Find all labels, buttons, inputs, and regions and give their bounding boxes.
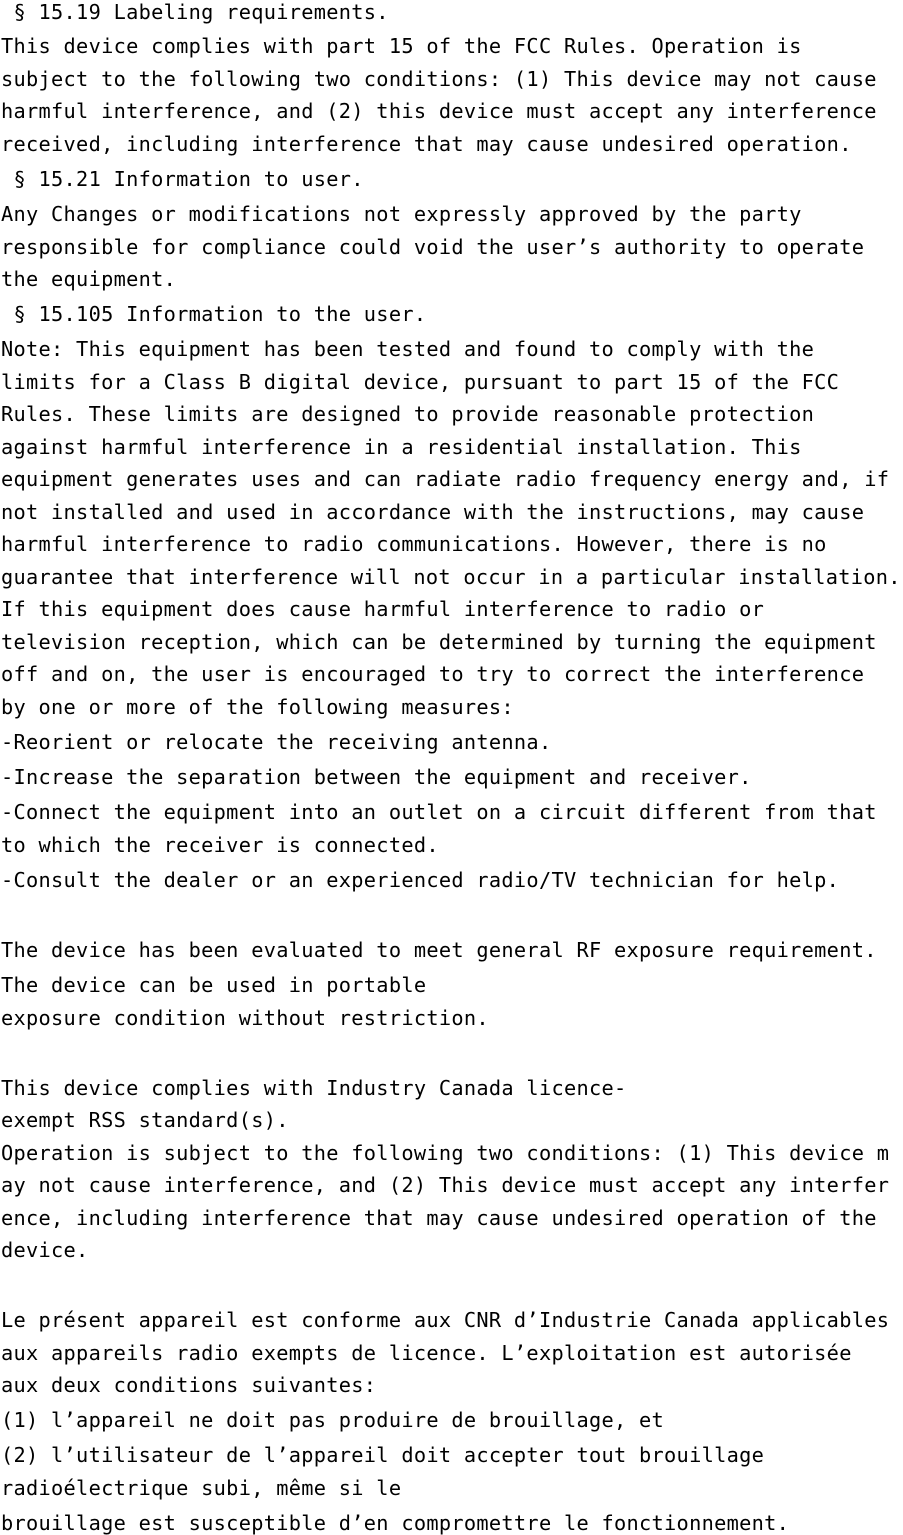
condition-item-french: (2) l’utilisateur de l’appareil doit accepter tout brouillage xyxy=(1,1443,765,1467)
paragraph-line: responsible for compliance could void the user’s authority to operate xyxy=(1,235,865,259)
paragraph-line: ence, including interference that may cause undesired operation of the xyxy=(1,1206,877,1230)
paragraph-line-french: Le présent appareil est conforme aux CNR d’Industrie Canada applicables xyxy=(1,1308,890,1332)
paragraph-line: television reception, which can be determined by turning the equipment xyxy=(1,630,877,654)
paragraph-line-french: aux appareils radio exempts de licence. L’exploitation est autorisée xyxy=(1,1341,852,1365)
paragraph-line: This device complies with part 15 of the FCC Rules. Operation is xyxy=(1,34,802,58)
paragraph-line-french: brouillage est susceptible d’en compromettre le fonctionnement. xyxy=(1,1511,790,1535)
paragraph-line: Rules. These limits are designed to provide reasonable protection xyxy=(1,402,815,426)
condition-item-french: (1) l’appareil ne doit pas produire de brouillage, et xyxy=(1,1408,665,1432)
paragraph-line: If this equipment does cause harmful interference to radio or xyxy=(1,597,765,621)
measure-item: -Connect the equipment into an outlet on a circuit different from that xyxy=(1,800,877,824)
paragraph-line: limits for a Class B digital device, pursuant to part 15 of the FCC xyxy=(1,370,840,394)
paragraph-line: harmful interference to radio communications. However, there is no xyxy=(1,532,827,556)
paragraph-line: off and on, the user is encouraged to try to correct the interference xyxy=(1,662,865,686)
paragraph-line: Operation is subject to the following two conditions: (1) This device m xyxy=(1,1141,890,1165)
section-heading-15-105: § 15.105 Information to the user. xyxy=(1,302,427,326)
measure-item: -Increase the separation between the equipment and receiver. xyxy=(1,765,752,789)
paragraph-line: This device complies with Industry Canada licence- xyxy=(1,1076,627,1100)
paragraph-line: Note: This equipment has been tested and found to comply with the xyxy=(1,337,815,361)
paragraph-line: The device has been evaluated to meet general RF exposure requirement. xyxy=(1,938,877,962)
paragraph-line: guarantee that interference will not occur in a particular installation. xyxy=(1,565,901,589)
paragraph-line: equipment generates uses and can radiate radio frequency energy and, if xyxy=(1,467,890,491)
measure-item-continued: to which the receiver is connected. xyxy=(1,833,439,857)
paragraph-line: harmful interference, and (2) this device must accept any interference xyxy=(1,99,877,123)
paragraph-line: ay not cause interference, and (2) This device must accept any interfer xyxy=(1,1173,890,1197)
paragraph-line: exposure condition without restriction. xyxy=(1,1006,489,1030)
measure-item: -Reorient or relocate the receiving antenna. xyxy=(1,730,552,754)
paragraph-line: Any Changes or modifications not expressly approved by the party xyxy=(1,202,802,226)
paragraph-line-french: aux deux conditions suivantes: xyxy=(1,1373,377,1397)
paragraph-line: not installed and used in accordance with the instructions, may cause xyxy=(1,500,865,524)
paragraph-line: subject to the following two conditions: (1) This device may not cause xyxy=(1,67,877,91)
paragraph-line: by one or more of the following measures: xyxy=(1,695,514,719)
section-heading-15-21: § 15.21 Information to user. xyxy=(1,167,364,191)
section-heading-15-19: § 15.19 Labeling requirements. xyxy=(1,0,389,24)
paragraph-line: exempt RSS standard(s). xyxy=(1,1108,289,1132)
paragraph-line: received, including interference that may cause undesired operation. xyxy=(1,132,852,156)
paragraph-line: The device can be used in portable xyxy=(1,973,427,997)
paragraph-line: device. xyxy=(1,1238,89,1262)
measure-item: -Consult the dealer or an experienced radio/TV technician for help. xyxy=(1,868,840,892)
paragraph-line: against harmful interference in a residential installation. This xyxy=(1,435,802,459)
paragraph-line: the equipment. xyxy=(1,267,177,291)
paragraph-line-french: radioélectrique subi, même si le xyxy=(1,1476,402,1500)
